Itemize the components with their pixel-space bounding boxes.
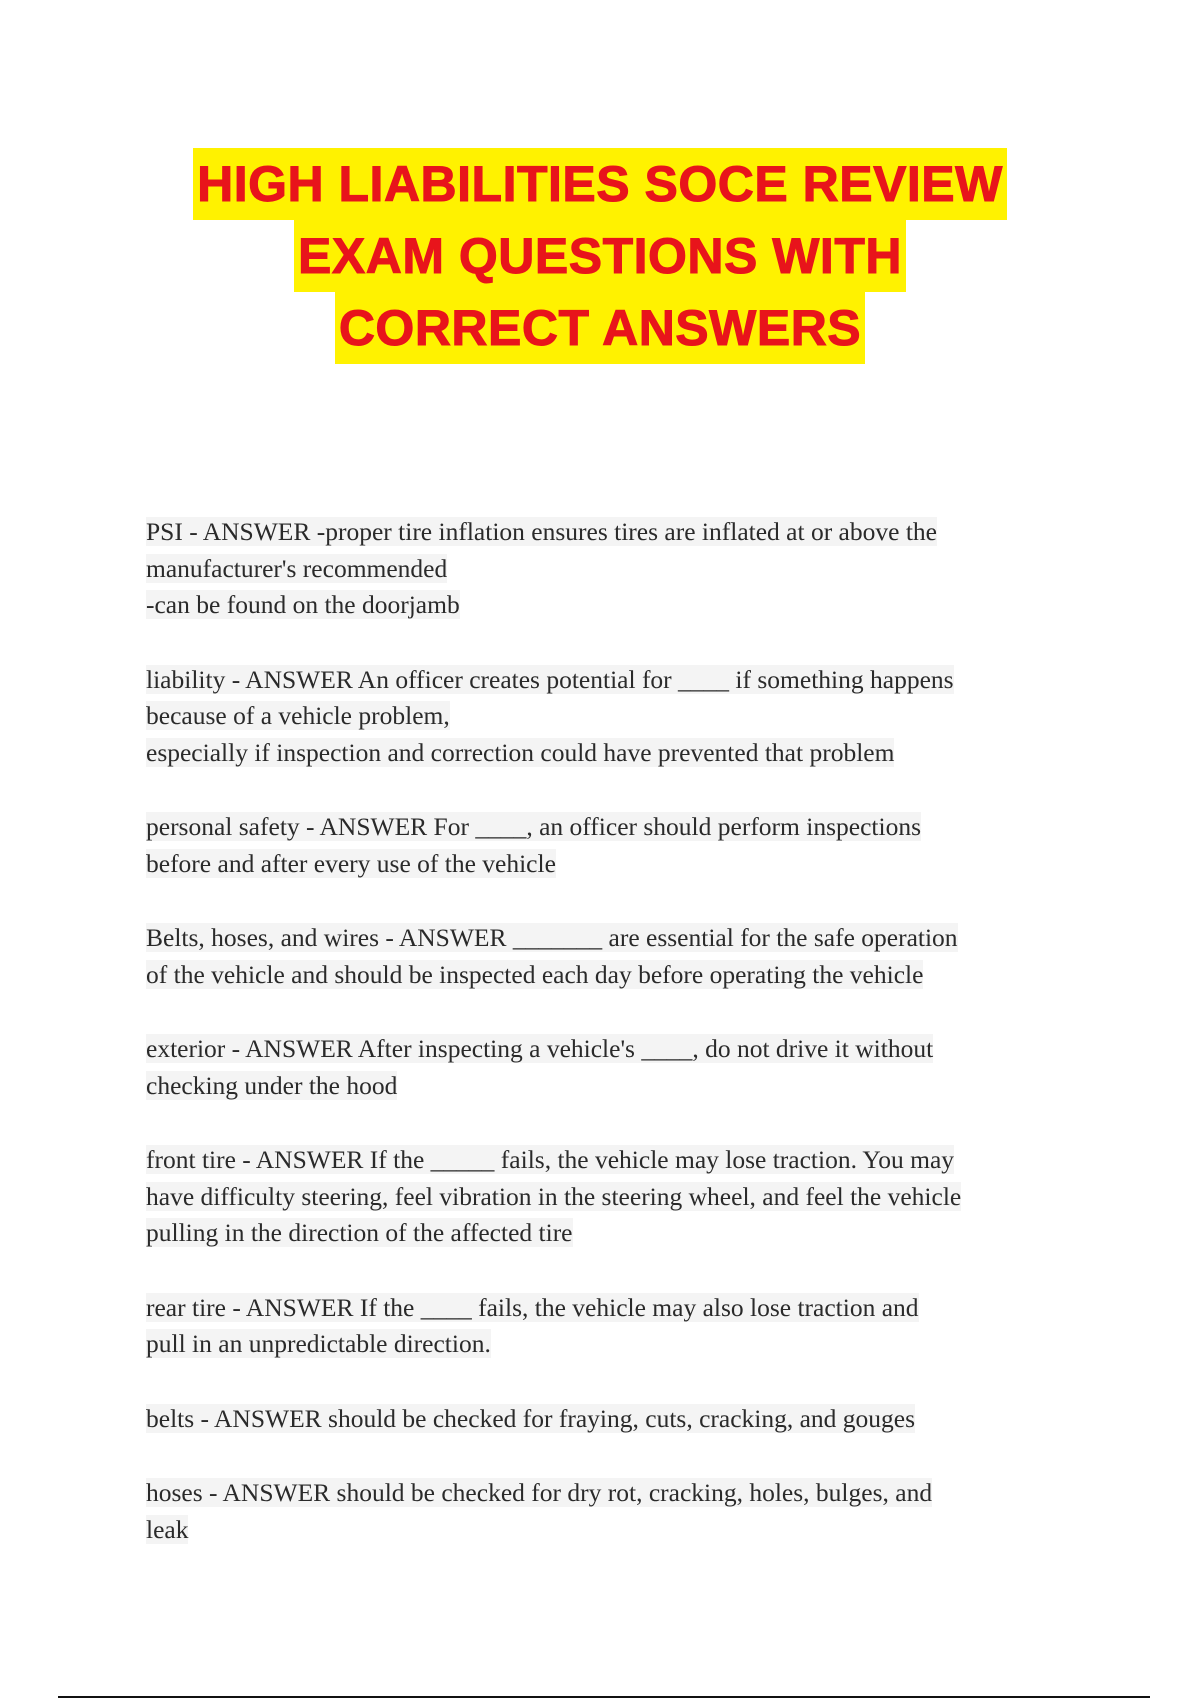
qa-text-line: exterior - ANSWER After inspecting a vehicle's ____, do not drive it without	[146, 1034, 934, 1063]
qa-text-line: front tire - ANSWER If the _____ fails, the vehicle may lose traction. You may	[146, 1145, 955, 1174]
qa-item-psi	[146, 514, 1066, 624]
qa-text-line: liability - ANSWER An officer creates potential for ____ if something happens	[146, 664, 954, 694]
qa-text-line: especially if inspection and correction could have prevented that problem	[146, 737, 895, 767]
qa-text-line: hoses - ANSWER should be checked for dry rot, cracking, holes, bulges, and	[146, 1478, 933, 1507]
question-answer-list	[146, 514, 1066, 1586]
title-line-1: HIGH LIABILITIES SOCE REVIEW	[193, 148, 1007, 220]
page-bottom-rule	[58, 1696, 1150, 1698]
qa-text-line: Belts, hoses, and wires - ANSWER _______ are essential for the safe operation	[146, 923, 958, 952]
qa-item-belts	[146, 1401, 1066, 1438]
qa-item-rear-tire	[146, 1290, 1066, 1363]
qa-item-personal-safety	[146, 809, 1066, 882]
qa-text-line: belts - ANSWER should be checked for fraying, cuts, cracking, and gouges	[146, 1403, 916, 1433]
qa-text-line: pull in an unpredictable direction.	[146, 1329, 491, 1358]
qa-text-line: of the vehicle and should be inspected each day before operating the vehicle	[146, 959, 924, 989]
qa-text-line: because of a vehicle problem,	[146, 701, 450, 730]
qa-text-line: manufacturer's recommended	[146, 553, 448, 583]
qa-item-liability	[146, 662, 1066, 772]
title-line-2-row	[0, 220, 1200, 292]
qa-text-line: personal safety - ANSWER For ____, an officer should perform inspections	[146, 812, 921, 841]
title-line-3: CORRECT ANSWERS	[335, 292, 865, 364]
qa-text-line: checking under the hood	[146, 1070, 398, 1100]
qa-text-line: have difficulty steering, feel vibration in the steering wheel, and feel the vehicle	[146, 1181, 962, 1211]
qa-text-line: PSI - ANSWER -proper tire inflation ensures tires are inflated at or above the	[146, 517, 937, 546]
title-line-1-row	[0, 148, 1200, 220]
document-title	[0, 148, 1200, 364]
qa-text-line: leak	[146, 1514, 189, 1544]
qa-text-line: rear tire - ANSWER If the ____ fails, the vehicle may also lose traction and	[146, 1292, 919, 1322]
qa-text-line: -can be found on the doorjamb	[146, 590, 460, 619]
qa-item-belts-hoses-wires	[146, 920, 1066, 993]
qa-item-exterior	[146, 1031, 1066, 1104]
title-line-2: EXAM QUESTIONS WITH	[294, 220, 906, 292]
qa-text-line: pulling in the direction of the affected tire	[146, 1218, 573, 1247]
title-line-3-row	[0, 292, 1200, 364]
qa-item-hoses	[146, 1475, 1066, 1548]
qa-item-front-tire	[146, 1142, 1066, 1252]
qa-text-line: before and after every use of the vehicle	[146, 848, 556, 878]
